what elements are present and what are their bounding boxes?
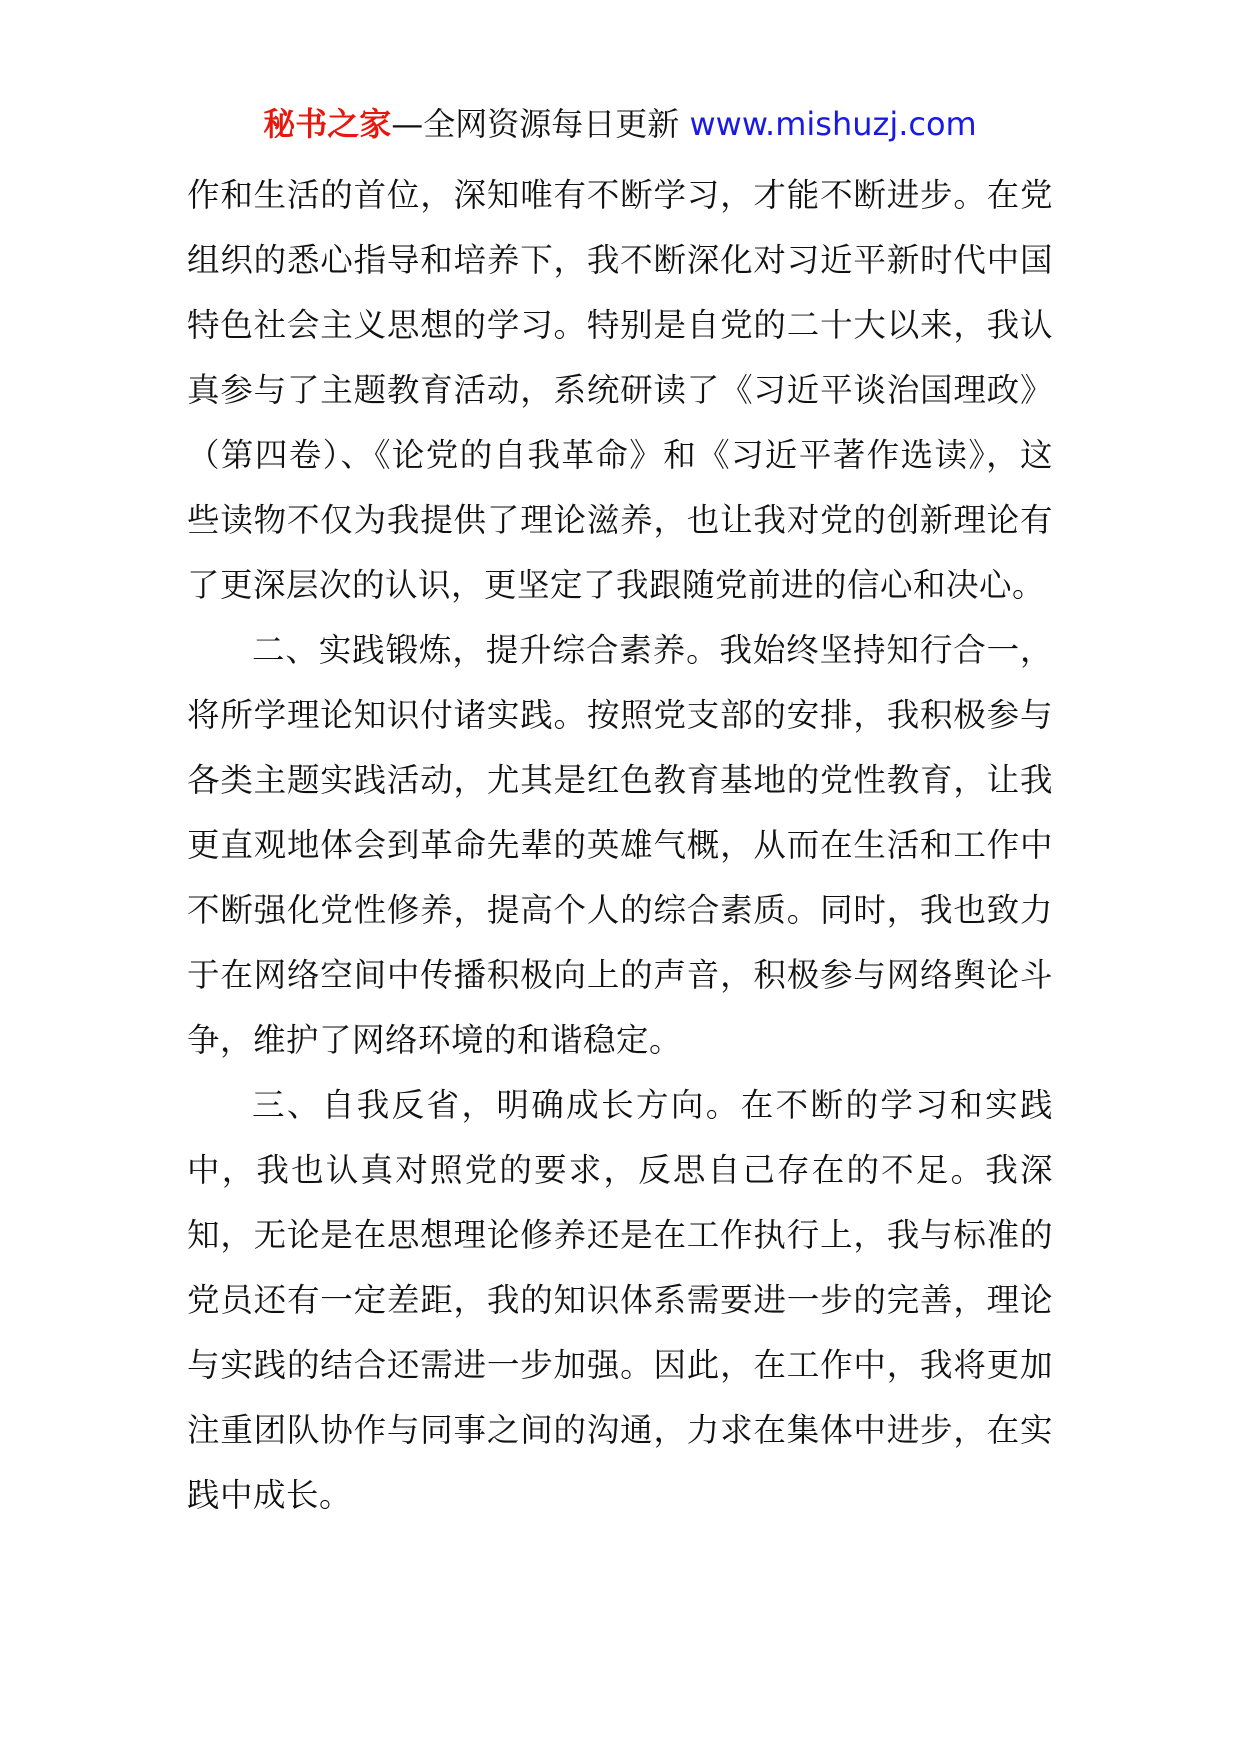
header-brand: 秘书之家	[263, 105, 392, 143]
paragraph-section-two: 二、实践锻炼，提升综合素养。我始终坚持知行合一，将所学理论知识付诸实践。按照党支部的安排，我积极参与各类主题实践活动，尤其是红色教育基地的党性教育，让我更直观地体会到革命先辈的英雄气概，从而在生活和工作中不断强化党性修养，提高个人的综合素质。同时，我也致力于在网络空间中传播积极向上的声音，积极参与网络舆论斗争，维护了网络环境的和谐稳定。	[187, 631, 1053, 1059]
header-tagline: —全网资源每日更新	[391, 105, 690, 143]
paragraph-continuation: 作和生活的首位，深知唯有不断学习，才能不断进步。在党组织的悉心指导和培养下，我不断深化对习近平新时代中国特色社会主义思想的学习。特别是自党的二十大以来，我认真参与了主题教育活动，系统研读了《习近平谈治国理政》（第四卷）、《论党的自我革命》和《习近平著作选读》，这些读物不仅为我提供了理论滋养，也让我对党的创新理论有了更深层次的认识，更坚定了我跟随党前进的信心和决心。	[187, 176, 1053, 604]
paragraph-section-three: 三、自我反省，明确成长方向。在不断的学习和实践中，我也认真对照党的要求，反思自己存在的不足。我深知，无论是在思想理论修养还是在工作执行上，我与标准的党员还有一定差距，我的知识体系需要进一步的完善，理论与实践的结合还需进一步加强。因此，在工作中，我将更加注重团队协作与同事之间的沟通，力求在集体中进步，在实践中成长。	[187, 1086, 1053, 1514]
document-body	[187, 163, 1053, 1528]
header-site-link[interactable]: www.mishuzj.com	[689, 105, 977, 143]
page-header	[0, 102, 1240, 146]
